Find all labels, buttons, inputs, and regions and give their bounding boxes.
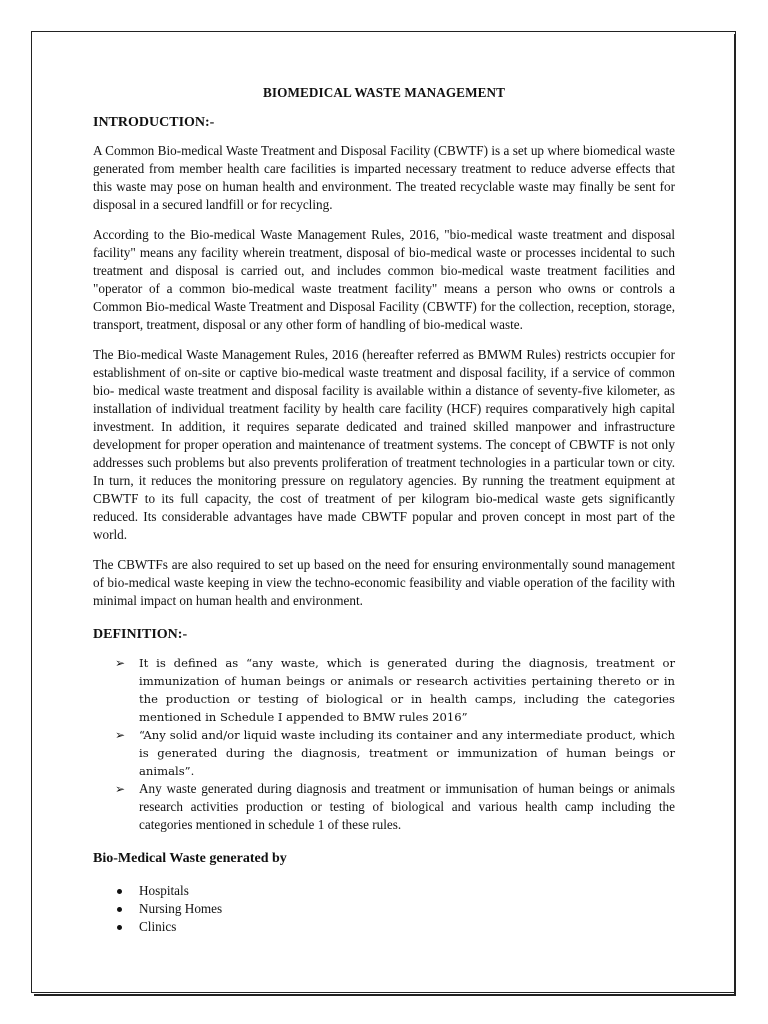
document-body [93, 84, 675, 936]
list-item [93, 918, 675, 936]
list-item-text: Hospitals [139, 883, 189, 898]
definition-item [93, 654, 675, 726]
arrow-bullet-icon: ➢ [115, 656, 126, 670]
arrow-bullet-icon: ➢ [115, 782, 126, 796]
introduction-paragraph-3: The Bio-medical Waste Management Rules, 2016 (hereafter referred as BMWM Rules) restricts occupier for establishment of on-site or captive bio-medical waste treatment and disposal facility, if a service of common bio- medical waste treatment and disposal facility is available within a distance of seventy-five kilometer, as installation of individual treatment facility by health care facility (HCF) requires comparatively high capital investment. In addition, it requires separate dedicated and trained skilled manpower and infrastructure development for proper operation and maintenance of treatment systems. The concept of CBWTF is not only addresses such problems but also prevents proliferation of treatment technologies in a particular town or city. In turn, it reduces the monitoring pressure on regulatory agencies. By running the treatment equipment at CBWTF to its full capacity, the cost of treatment of per kilogram bio-medical waste gets significantly reduced. Its considerable advantages have made CBWTF popular and proven concept in most part of the world. [93, 347, 675, 542]
arrow-bullet-icon: ➢ [115, 728, 126, 742]
bullet-dot-icon [117, 889, 122, 894]
introduction-paragraph-1: A Common Bio-medical Waste Treatment and Disposal Facility (CBWTF) is a set up where biomedical waste generated from member health care facilities is imparted necessary treatment to reduce adverse effects that this waste may pose on human health and environment. The treated recyclable waste may finally be sent for disposal in a secured landfill or for recycling. [93, 143, 675, 212]
definition-item-text: It is defined as “any waste, which is generated during the diagnosis, treatment or immunization of human beings or animals or research activities pertaining thereto or in the production or testing of biological or in health camps, including the categories mentioned in Schedule I appended to BMW rules 2016” [139, 656, 675, 724]
document-title: BIOMEDICAL WASTE MANAGEMENT [262, 85, 506, 100]
introduction-paragraph-4: The CBWTFs are also required to set up based on the need for ensuring environmentally sound management of bio-medical waste keeping in view the techno-economic feasibility and viable operation of the facility with minimal impact on human health and environment. [93, 557, 675, 608]
list-item-text: Clinics [139, 919, 177, 934]
definition-list [93, 654, 675, 834]
bullet-dot-icon [117, 925, 122, 930]
definition-item [93, 726, 675, 780]
definition-heading: DEFINITION:- [93, 627, 188, 642]
definition-item-text: “Any solid and/or liquid waste including its container and any intermediate product, which is generated during the diagnosis, treatment or immunization of human beings or animals”. [139, 728, 675, 778]
generated-by-heading: Bio-Medical Waste generated by [93, 851, 287, 866]
bullet-dot-icon [117, 907, 122, 912]
list-item-text: Nursing Homes [139, 901, 223, 916]
list-item [93, 882, 675, 900]
definition-item-text: Any waste generated during diagnosis and treatment or immunisation of human beings or animals research activities production or testing of biological and various health camp including the categories mentioned in schedule 1 of these rules. [139, 781, 675, 832]
list-item [93, 900, 675, 918]
generated-by-list [93, 882, 675, 936]
introduction-paragraph-2: According to the Bio-medical Waste Management Rules, 2016, "bio-medical waste treatment and disposal facility" means any facility wherein treatment, disposal of bio-medical waste or processes incidental to such treatment and disposal is carried out, and includes common bio-medical waste treatment facilities and "operator of a common bio-medical waste treatment facility" means a person who owns or controls a Common Bio-medical Waste Treatment and Disposal Facility (CBWTF) for the collection, reception, storage, transport, treatment, disposal or any other form of handling of bio-medical waste. [93, 227, 675, 332]
introduction-heading: INTRODUCTION:- [93, 115, 215, 130]
definition-item [93, 780, 675, 834]
